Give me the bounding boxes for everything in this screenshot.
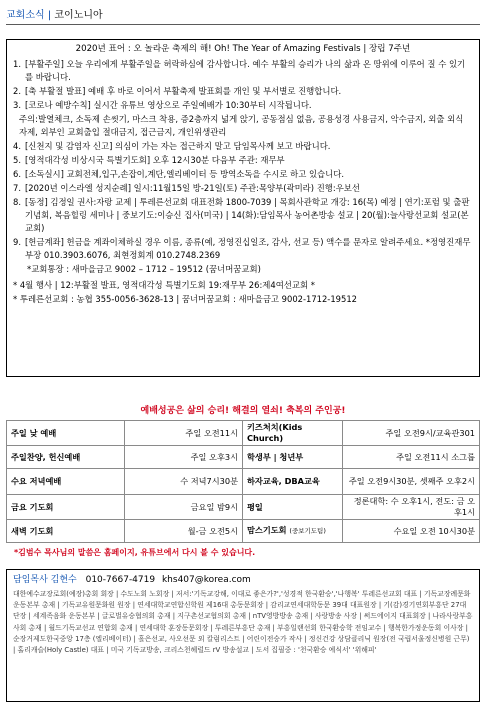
pastor-biography: 대한예수교장로회(예장)총회 회장 | 수도노회 노회장 | 저서:'기독교강해, 이대로 좋은가?','성경적 한국환승','나행복' 투레른선교회 대표 | 기독교장례문화운동본부 총재 | 기독교유원문화원 원장 | 연세대학교연합신학원 제16대 총동문회장 | 감리교연세대학동문 39대 대표원장 | 기(감)경기연회부흥단 27대 단장 | 세계족음화 운동본부 | 글로벌유승협의회 총재 | 지구촌선교협의회 총재 | nTV영방방송 총재 | 사랑방송 사장 | 써드에이지 대표회장 | 나라사랑부흥사회 총재 | 월드기독교선교 연합회 총재 | 연세대학 훈장동문회장 | 투레른부흥단 총재 | 부흥일랜선회 한국환승학 전임교수 | 행복한가정운동회 이사장 | 순장거제도한국중앙 17층 (엘리베이터) | 흘은선교, 사오선문 외 칼럼리스트 | 어린이전승가 작사 | 정신건강 상담클리닉 원장(전 국립서울정신병원 근무) | 홀리캐슬(Holy Castle) 대표 | 미국 기독교방송, 크리스천헤럴드 rV 방송설교 | 도서 집필중 : '천국환승 예식서' '위해피' [13,590,473,655]
notice-text: [동정] 김정일 권사:자랑 교제 | 투레른선교회 대표전화 1800-7039 | 목회사관학교 개강: 16(목) 예정 | 연기:포럼 및 출판기념회, 복음힐링 세미나 | 중보기도:이승신 집사(미국) | 14(화):담임목사 농어촌방송 설교 | 20(월):늘사랑선교회 설교(본교회) [25,197,470,233]
notice-list [13,58,473,262]
schedule-time: 주일 오후3시 [125,446,243,469]
schedule-time: 주일 오전9시/교육관301 [343,421,480,446]
notice-item [13,182,473,195]
table-row [7,495,480,520]
notice-number: 6. [13,169,21,179]
schedule-time: 수요일 오전 10시30분 [343,520,480,543]
schedule-time: 주일 오전11시 [125,421,243,446]
table-row [7,469,480,495]
notice-number: 3. [13,100,21,110]
notice-item [13,168,473,181]
schedule-time: 수 저녁7시30분 [125,469,243,495]
schedule-time: 정론대학: 수 오후1시, 전도: 금 오후1시 [343,495,480,520]
notice-text: [헌금계좌] 헌금을 계좌이체하실 경우 이름, 종류(예, 정영진십일조, 감사, 선교 등) 액수를 문자로 알려주세요. *정영진재무부장 010.3903.6076, 최현정회계 010.2748.2369 [25,237,471,260]
notice-text: [영적대각성 비상시국 특별기도회] 오후 12시30분 다음부 주관: 재무부 [25,155,285,165]
title-divider [6,24,480,25]
schedule-name: 학생부 | 청년부 [243,446,343,469]
notice-item [13,85,473,98]
title-separator: | [47,10,52,21]
schedule-time: 주일 오전9시30분, 셋째주 오후2시 [343,469,480,495]
schedule-time: 금요일 밤9시 [125,495,243,520]
schedule-name: 평일 [243,495,343,520]
notice-number: 4. [13,141,21,151]
schedule-time: 월-금 오전5시 [125,520,243,543]
pastor-phone: 010-7667-4719 [85,575,156,585]
schedule-name: 금요 기도회 [7,495,125,520]
table-row [7,446,480,469]
notice-footer-events: * 4월 행사 | 12:부활절 발표, 영적대각성 특별기도회 19:재무부 26:제4여선교회 * [13,280,315,290]
schedule-name: 맘스기도회 [247,525,287,535]
replay-note: *김범수 목사님의 말씀은 홈페이지, 유튜브에서 다시 볼 수 있습니다. [14,548,256,557]
notice-number: 2. [13,86,21,96]
schedule-name-note: (중보기도팀) [289,527,326,535]
schedule-name: 주일 낮 예배 [7,421,125,446]
notice-text: [소독실시] 교회전체,입구,손잡이,계단,엘리베이터 등 방역소독을 수시로 하고 있습니다. [25,169,344,179]
schedule-name: 하자교육, DBA교육 [243,469,343,495]
notice-number: 7. [13,183,21,193]
notice-box [6,39,480,377]
notice-number: 1. [13,59,21,69]
schedule-time: 주일 오전11시 소그룹 [343,446,480,469]
notice-text: 주의:발열체크, 소독제 손씻기, 마스크 착용, 증2층까지 넓게 앉기, 공동점심 없음, 공용성경 사용금지, 악수금지, 외출 외식 자제, 외부인 교회출입 절대금지, 접근금지, 개인위생관리 [19,114,464,137]
pastor-title: 담임목사 김현수 [13,575,77,585]
church-name: 코이노니아 [54,10,103,21]
schedule-name: 새벽 기도회 [7,520,125,543]
section-title [6,6,103,21]
notice-item [13,196,473,235]
notice-item [13,58,473,84]
notice-item [13,99,473,112]
notice-number: 9. [13,237,21,247]
worship-banner: 예배성공은 삶의 승리! 해결의 열쇠! 축복의 주인공! [140,406,346,416]
notice-item [13,154,473,167]
notice-headline: 2020년 표어 : 오 놀라운 축제의 해! Oh! The Year of Amazing Festivals | 장립 7주년 [75,44,411,54]
notice-text: [신천지 및 감염자 신고] 의심이 가는 자는 접근하지 말고 담임목사께 보고 바랍니다. [25,141,331,151]
notice-text: [코로나 예방수칙] 실시간 유튜브 영상으로 주일예배가 10:30부터 시작됩니다. [25,100,312,110]
table-row [7,520,480,543]
schedule-name: 수요 저녁예배 [7,469,125,495]
notice-item [13,140,473,153]
pastor-box [6,569,480,702]
pastor-email[interactable]: khs407@korea.com [161,575,251,585]
notice-footer-accounts: * 투레른선교회 : 농협 355-0056-3628-13 | 꿈너머꿈교회 : 새마을금고 9002-1712-19512 [13,294,357,304]
notice-text: [축 부활절 발표] 예배 후 바로 이어서 부활축제 발표회를 개인 및 부서별로 진행합니다. [25,86,342,96]
notice-text: [2020년 이스라엘 성지순례] 일시:11월15일 방-21일(토) 주관:목양부(곽미라) 진행:우보선 [25,183,360,193]
notice-number: 8. [13,197,21,207]
schedule-name: 주일찬양, 헌신예배 [7,446,125,469]
schedule-name: 키즈처치(Kids Church) [243,421,343,446]
notice-item [13,113,473,139]
worship-schedule-table [6,420,480,543]
notice-item [13,236,473,262]
notice-text: [부활주일] 오늘 우리에게 부활주일을 허락하심에 감사합니다. 예수 부활의 승리가 나의 삶과 온 땅위에 이루어 질 수 있기를 바랍니다. [25,59,466,82]
table-row [7,421,480,446]
notice-number: 5. [13,155,21,165]
account-line: *교회통장 : 새마을금고 9002 – 1712 – 19512 (꿈너머꿈교회) [27,264,261,274]
category-label: 교회소식 [6,10,45,21]
schedule-name-cell [243,520,343,543]
pastor-header [13,573,473,587]
